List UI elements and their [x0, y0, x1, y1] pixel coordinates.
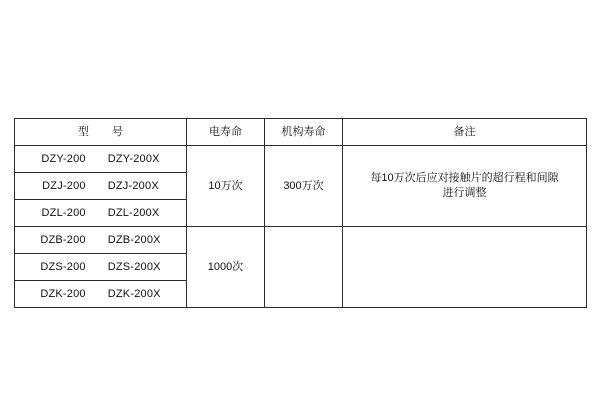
table-header-row: [15, 119, 587, 146]
column-header-remark: 备注: [343, 119, 587, 146]
model-code-primary: DZL-200: [41, 206, 86, 219]
model-code-primary: DZK-200: [40, 287, 86, 300]
model-code-variant: DZL-200X: [107, 206, 160, 219]
table-row: [15, 146, 587, 173]
model-cell: [15, 254, 187, 281]
remark-line-1: 每10万次后应对接触片的超行程和间隙: [370, 172, 559, 185]
model-code-primary: DZS-200: [40, 260, 86, 273]
model-cell: [15, 200, 187, 227]
model-code-variant: DZB-200X: [107, 233, 161, 246]
column-header-model: 型 号: [15, 119, 187, 146]
remark-line-2: 进行调整: [442, 187, 487, 199]
model-code-primary: DZJ-200: [42, 179, 86, 192]
model-cell: [15, 281, 187, 308]
model-code-variant: DZK-200X: [107, 287, 161, 300]
electrical-life-cell-group-2: 1000次: [187, 227, 265, 308]
model-code-primary: DZB-200: [40, 233, 86, 246]
table-row: [15, 227, 587, 254]
model-code-primary: DZY-200: [41, 152, 86, 165]
model-cell: [15, 227, 187, 254]
electrical-life-cell-group-1: 10万次: [187, 146, 265, 227]
mechanical-life-cell-empty: [265, 227, 343, 308]
model-code-variant: DZY-200X: [107, 152, 160, 165]
spec-table: [14, 118, 587, 308]
column-header-mechanical-life: 机构寿命: [265, 119, 343, 146]
remark-cell-empty: [343, 227, 587, 308]
mechanical-life-cell: 300万次: [265, 146, 343, 227]
spec-table-container: [14, 118, 586, 308]
model-cell: [15, 173, 187, 200]
model-code-variant: DZJ-200X: [107, 179, 159, 192]
remark-cell: [343, 146, 587, 227]
column-header-electrical-life: 电寿命: [187, 119, 265, 146]
model-code-variant: DZS-200X: [107, 260, 161, 273]
model-cell: [15, 146, 187, 173]
